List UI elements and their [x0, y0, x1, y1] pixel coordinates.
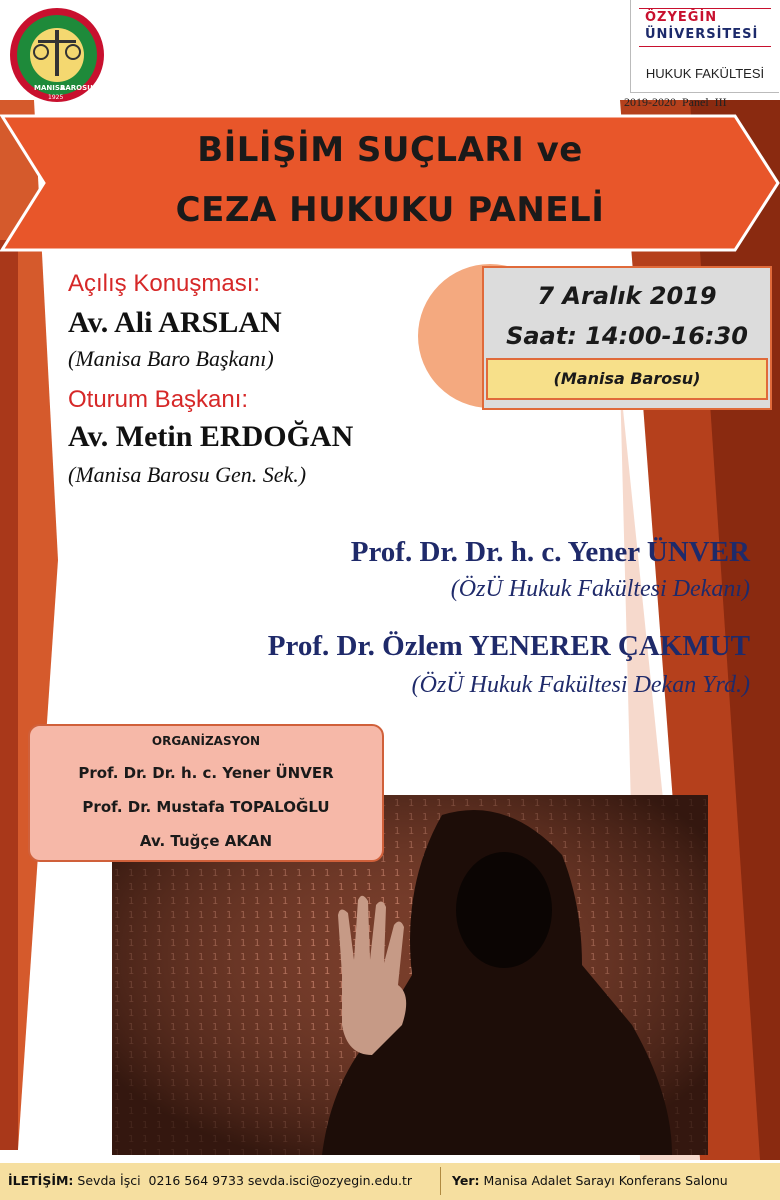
- hood-face: [456, 852, 552, 968]
- contact-value: Sevda İşci 0216 564 9733 sevda.isci@ozyegin.edu.tr: [77, 1173, 413, 1188]
- bar-seal-logo: [8, 6, 106, 104]
- event-date-box: [482, 266, 772, 410]
- university-logo: [630, 0, 779, 93]
- speaker-1-role: (ÖzÜ Hukuk Fakültesi Dekanı): [450, 576, 750, 602]
- organization-box: [28, 724, 384, 862]
- footer-contact: [8, 1173, 412, 1188]
- title-line2: CEZA HUKUKU PANELİ: [175, 190, 605, 230]
- svg-text:1925: 1925: [48, 94, 64, 101]
- speaker-2-name: Prof. Dr. Özlem YENERER ÇAKMUT: [267, 630, 750, 662]
- event-time: Saat: 14:00-16:30: [506, 322, 748, 350]
- opening-speaker-role: (Manisa Baro Başkanı): [68, 346, 274, 371]
- footer-place: [452, 1173, 728, 1188]
- place-label: Yer:: [452, 1173, 480, 1188]
- organization-heading: ORGANİZASYON: [151, 734, 261, 748]
- session-chair-label: Oturum Başkanı:: [68, 386, 249, 413]
- university-name-line1: ÖZYEĞİN: [645, 10, 718, 25]
- footer-bar: [0, 1163, 780, 1200]
- opening-speaker-name: Av. Ali ARSLAN: [68, 306, 282, 339]
- contact-label: İLETİŞİM:: [8, 1173, 74, 1188]
- event-venue-short: (Manisa Barosu): [486, 358, 768, 400]
- svg-text:BAROSU: BAROSU: [60, 84, 93, 92]
- left-dark-band: [0, 240, 18, 1150]
- svg-text:MANISA: MANISA: [34, 84, 66, 92]
- faculty-name: HUKUK FAKÜLTESİ: [645, 66, 765, 81]
- organization-member: Av. Tuğçe AKAN: [139, 832, 273, 850]
- opening-speech-label: Açılış Konuşması:: [68, 270, 261, 297]
- place-value: Manisa Adalet Sarayı Konferans Salonu: [483, 1173, 728, 1188]
- event-date: 7 Aralık 2019: [537, 282, 717, 310]
- session-chair-name: Av. Metin ERDOĞAN: [68, 420, 354, 453]
- organization-member: Prof. Dr. Dr. h. c. Yener ÜNVER: [78, 764, 334, 782]
- speaker-2-role: (ÖzÜ Hukuk Fakültesi Dekan Yrd.): [411, 672, 750, 698]
- organization-member: Prof. Dr. Mustafa TOPALOĞLU: [82, 798, 330, 816]
- session-chair-role: (Manisa Barosu Gen. Sek.): [68, 462, 307, 487]
- session-label: 2019-2020 Panel III: [624, 95, 727, 109]
- speaker-1-name: Prof. Dr. Dr. h. c. Yener ÜNVER: [350, 536, 750, 568]
- title-line1: BİLİŞİM SUÇLARI ve: [197, 130, 583, 170]
- university-name-line2: ÜNİVERSİTESİ: [645, 27, 759, 42]
